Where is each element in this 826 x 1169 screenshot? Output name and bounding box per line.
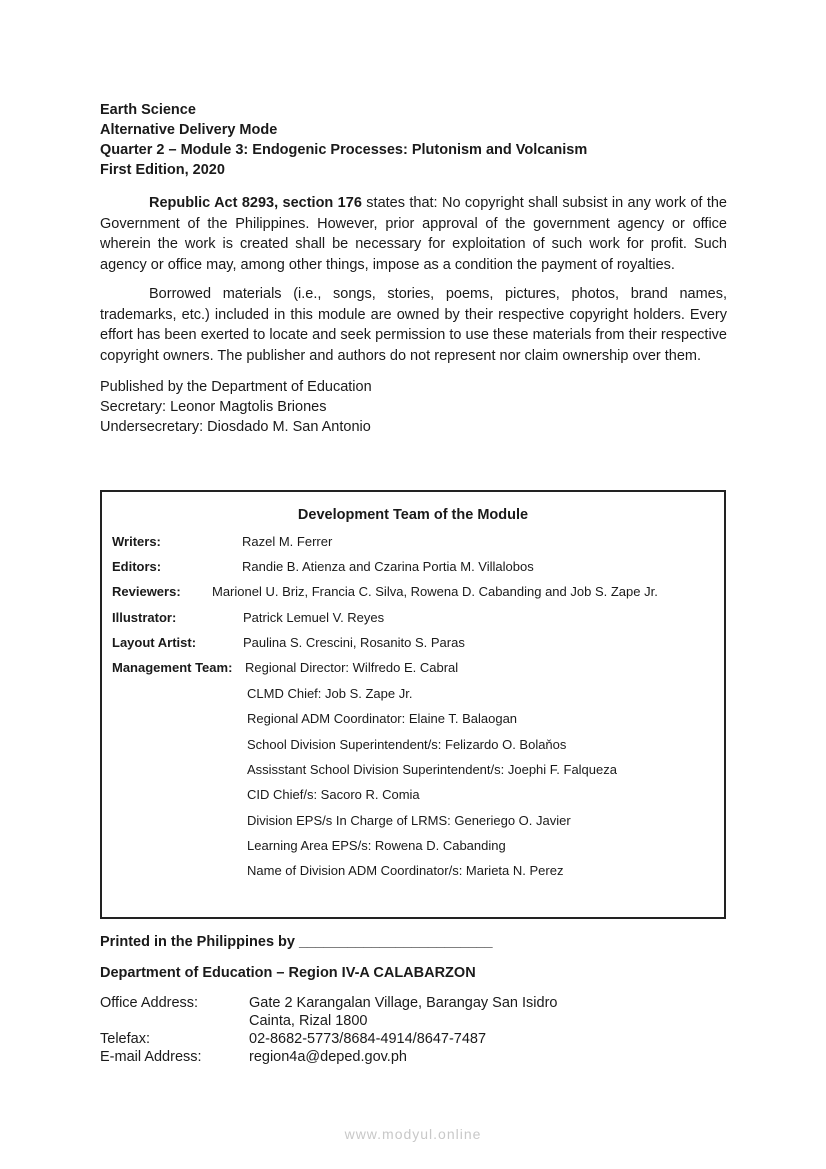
management-label: Management Team: [112, 660, 233, 675]
reviewers-row [112, 584, 181, 599]
dev-team-title: Development Team of the Module [297, 507, 529, 523]
editors-value: Randie B. Atienza and Czarina Portia M. Villalobos [242, 559, 534, 574]
management-item: Division EPS/s In Charge of LRMS: Generiego O. Javier [247, 813, 571, 828]
office-line1: Gate 2 Karangalan Village, Barangay San Isidro [249, 995, 558, 1011]
office-label: Office Address: [100, 995, 199, 1011]
copyright-paragraph [100, 193, 727, 275]
reviewers-value: Marionel U. Briz, Francia C. Silva, Rowena D. Cabanding and Job S. Zape Jr. [212, 584, 658, 599]
telefax-value: 02-8682-5773/8684-4914/8647-7487 [249, 1031, 487, 1047]
management-item: CID Chief/s: Sacoro R. Comia [247, 787, 420, 802]
published-by: Published by the Department of Education [100, 379, 372, 395]
management-item: Assisstant School Division Superintendent/s: Joephi F. Falqueza [247, 762, 617, 777]
writers-label: Writers: [112, 534, 161, 549]
watermark: www.modyul.online [344, 1126, 482, 1142]
front-matter [100, 100, 727, 437]
email-label: E-mail Address: [100, 1049, 202, 1065]
development-team-box [100, 490, 726, 919]
editors-label: Editors: [112, 559, 162, 574]
borrowed-paragraph: Borrowed materials (i.e., songs, stories, poems, pictures, photos, brand names, trademarks, etc.) included in this module are owned by their respective copyright holders. Every effort has been exerted to locate and seek permission to use these materials from their respective copyright owners. The publisher and authors do not represent nor claim ownership over them. [100, 286, 727, 364]
illustrator-row [112, 610, 176, 625]
layout-row [112, 635, 196, 650]
reviewers-label: Reviewers: [112, 584, 181, 599]
layout-label: Layout Artist: [112, 635, 197, 650]
copyright-text: states that: No copyright shall subsist in any work of the Government of the Philippines. However, prior approval of the government agency or office wherein the work is created shall be necessary for exploitation of such work for profit. Such agency or office may, among other things, impose as a condition the payment of royalties. [100, 195, 727, 273]
office-line2: Cainta, Rizal 1800 [249, 1013, 368, 1029]
region-title: Department of Education – Region IV-A CALABARZON [100, 965, 476, 981]
layout-value: Paulina S. Crescini, Rosanito S. Paras [243, 635, 465, 650]
telefax-label: Telefax: [100, 1031, 150, 1047]
management-item: Name of Division ADM Coordinator/s: Marieta N. Perez [247, 863, 564, 878]
module-title: Quarter 2 – Module 3: Endogenic Processes: Plutonism and Volcanism [100, 142, 588, 158]
management-item: Learning Area EPS/s: Rowena D. Cabanding [247, 838, 506, 853]
writers-value: Razel M. Ferrer [242, 534, 333, 549]
subject-title: Earth Science [100, 102, 196, 118]
delivery-mode: Alternative Delivery Mode [100, 122, 278, 138]
printed-line: Printed in the Philippines by ________________________ [100, 934, 493, 950]
illustrator-value: Patrick Lemuel V. Reyes [243, 610, 385, 625]
secretary: Secretary: Leonor Magtolis Briones [100, 399, 327, 415]
undersecretary: Undersecretary: Diosdado M. San Antonio [100, 419, 371, 435]
management-row [112, 660, 232, 675]
editors-row [112, 559, 161, 574]
illustrator-label: Illustrator: [112, 610, 177, 625]
copyright-lead: Republic Act 8293, section 176 [149, 195, 362, 211]
writers-row [112, 534, 161, 549]
management-item: Regional ADM Coordinator: Elaine T. Balaogan [247, 711, 518, 726]
edition: First Edition, 2020 [100, 162, 225, 178]
email-value: region4a@deped.gov.ph [249, 1049, 407, 1065]
management-item: School Division Superintendent/s: Felizardo O. Bolaňos [247, 737, 567, 752]
management-item: CLMD Chief: Job S. Zape Jr. [247, 686, 413, 701]
management-item: Regional Director: Wilfredo E. Cabral [245, 660, 459, 675]
